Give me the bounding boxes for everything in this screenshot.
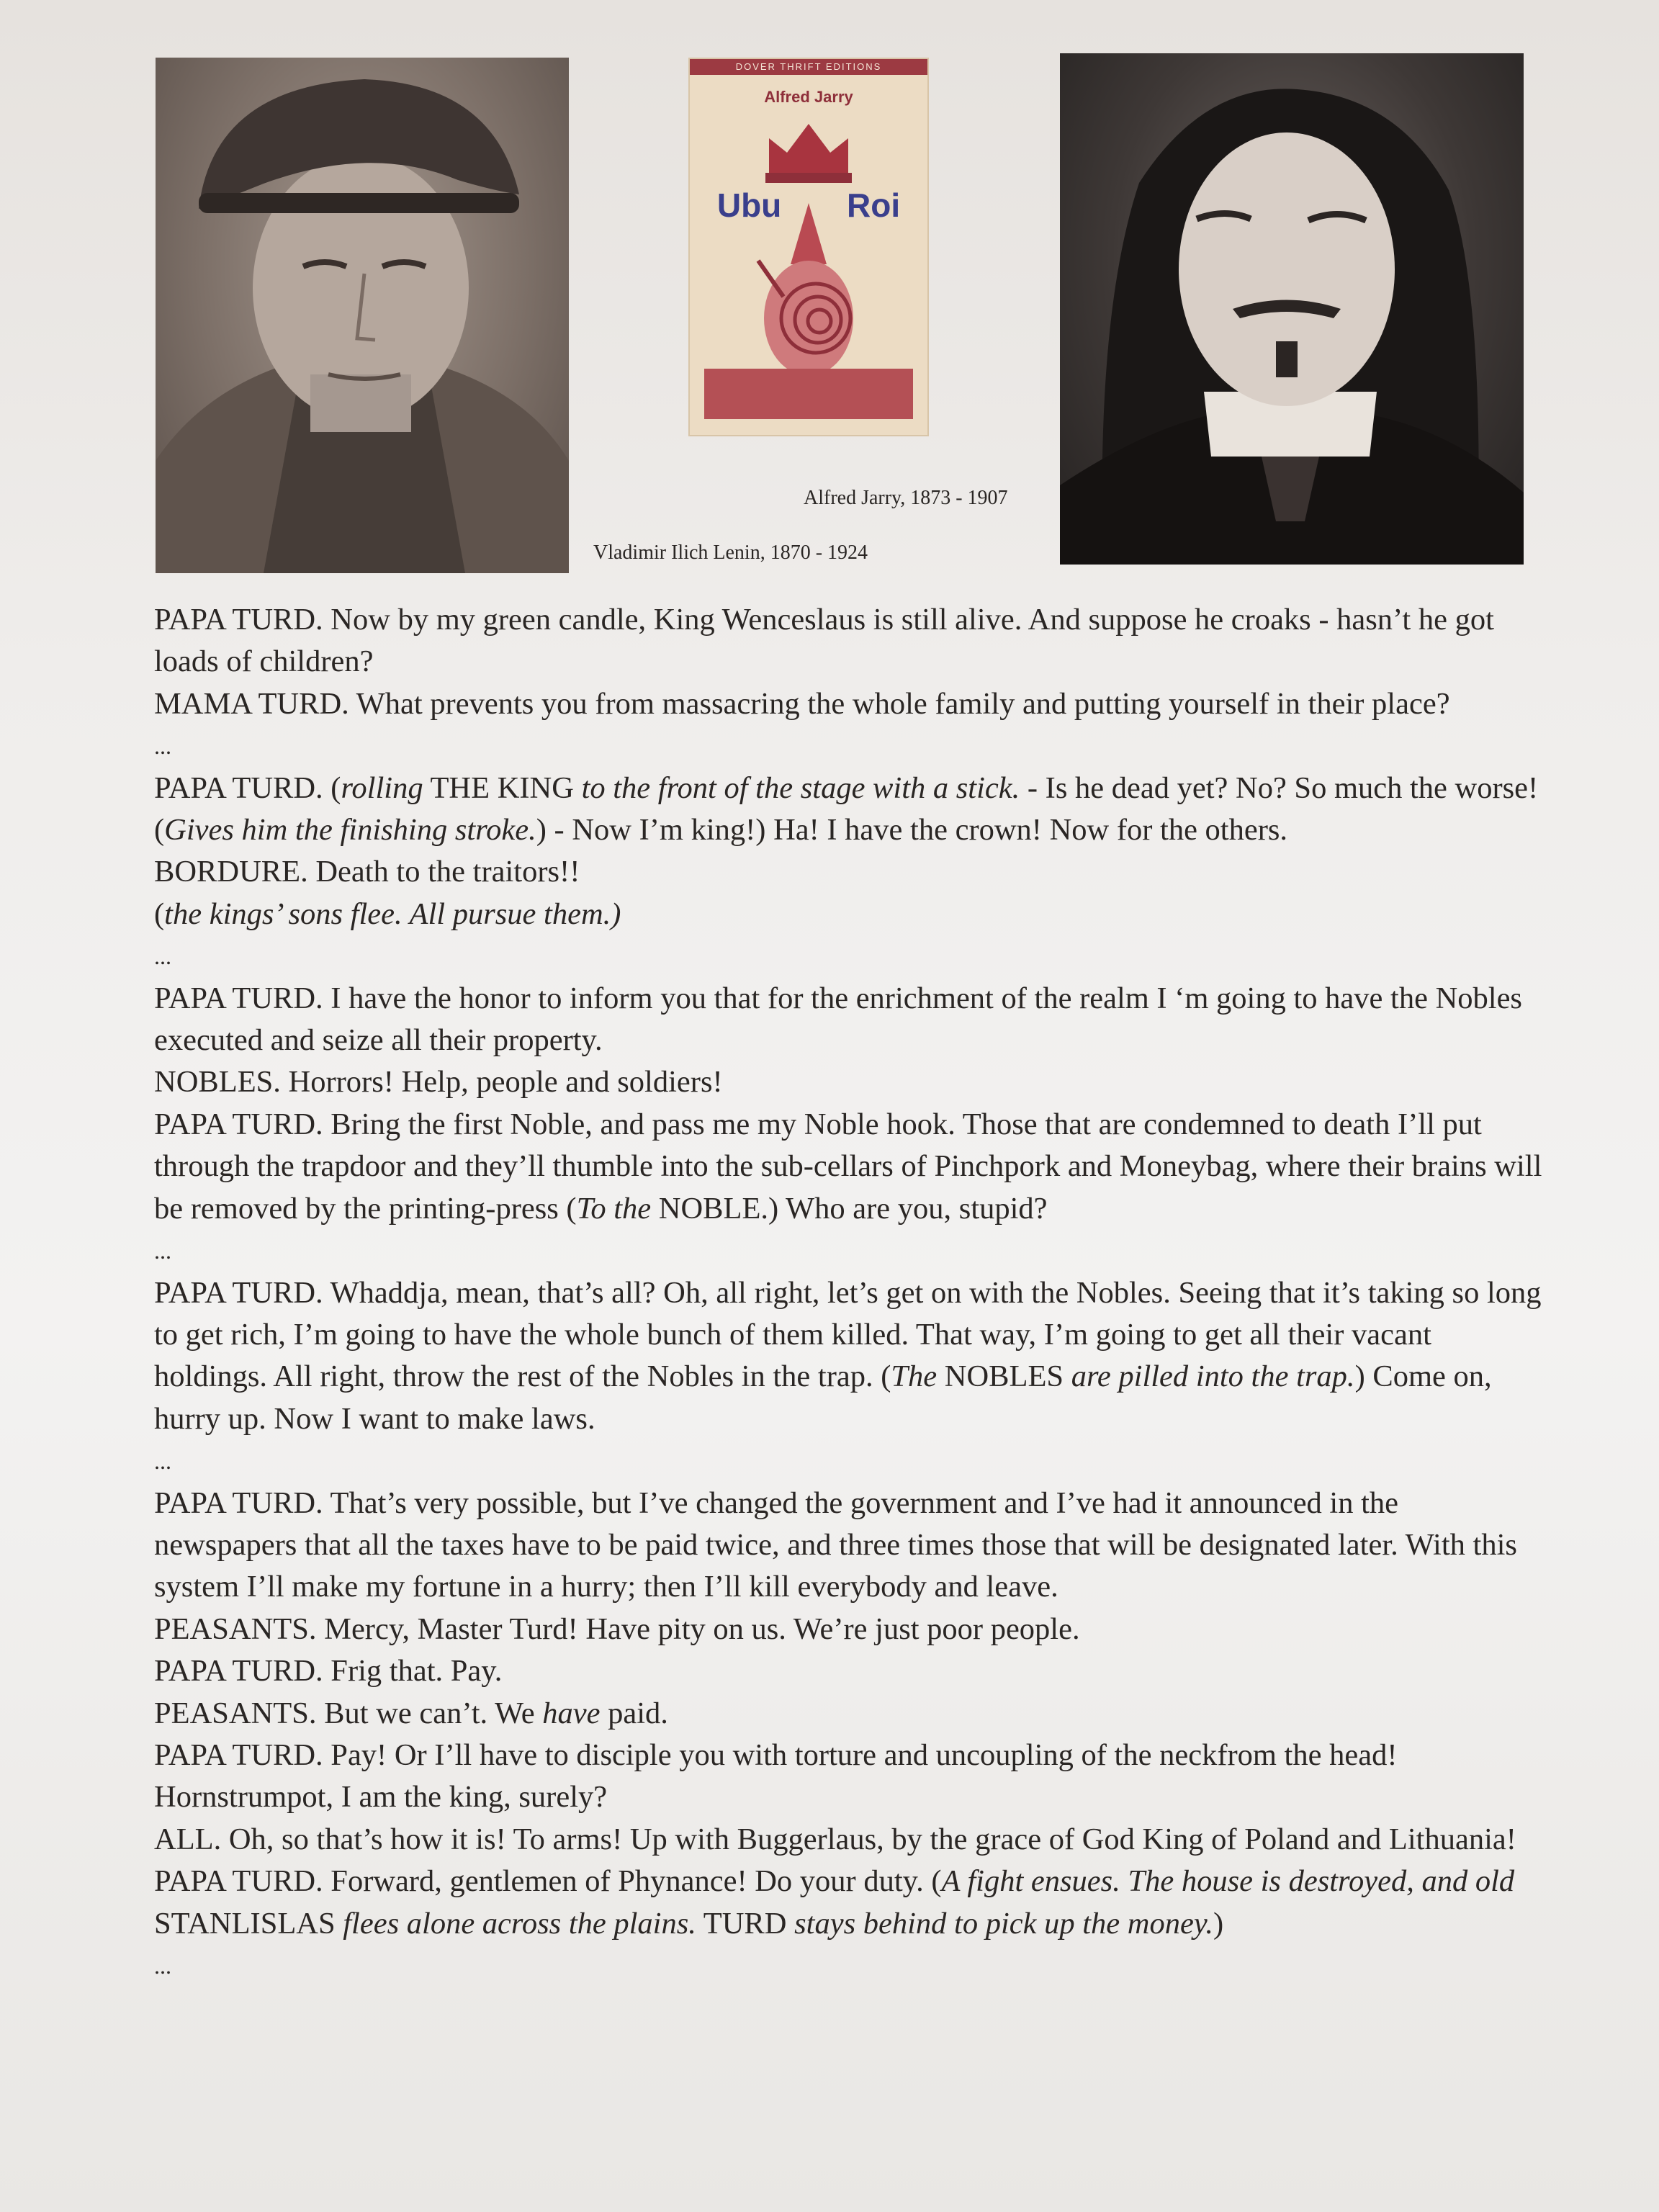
excerpt-line xyxy=(154,1735,1544,1819)
excerpt-ellipsis xyxy=(154,935,1544,977)
book-author: Alfred Jarry xyxy=(764,88,853,106)
excerpt-stage-direction: Gives him the finishing stroke. xyxy=(164,813,536,848)
excerpt-line xyxy=(154,1061,1544,1103)
excerpt-text: ) Come on, hurry up. Now I want to make laws. xyxy=(154,1359,1492,1436)
excerpt-text: paid. xyxy=(600,1696,668,1730)
excerpt-ellipsis xyxy=(154,725,1544,767)
excerpt-line xyxy=(154,1861,1544,1945)
lenin-photo xyxy=(156,58,569,573)
excerpt-text: PAPA TURD. Forward, gentlemen of Phynance! Do your duty. ( xyxy=(154,1864,942,1899)
excerpt-stage-direction: to the front of the stage with a stick. xyxy=(581,770,1020,805)
excerpt-text: ... xyxy=(154,1953,171,1979)
excerpt-text: ) xyxy=(1213,1906,1224,1941)
ubu-roi-book-cover xyxy=(690,59,927,435)
excerpt-line xyxy=(154,978,1544,1062)
excerpt-text: MAMA TURD. What prevents you from massacring the whole family and putting yourself in their place? xyxy=(154,686,1450,721)
excerpt-line xyxy=(154,1819,1544,1861)
jarry-caption: Alfred Jarry, 1873 - 1907 xyxy=(804,487,1008,509)
excerpt-stage-direction: rolling xyxy=(341,770,423,805)
excerpt-line xyxy=(154,1272,1544,1441)
excerpt-text: - Is he dead yet? No? So much the worse! ( xyxy=(154,770,1539,848)
excerpt-text: ( xyxy=(154,896,165,931)
excerpt-text: ALL. Oh, so that’s how it is! To arms! Up with Buggerlaus, by the grace of God King of Poland and Lithuania! xyxy=(154,1822,1516,1856)
excerpt-text: PAPA TURD. Now by my green candle, King Wenceslaus is still alive. And suppose he croaks - hasn’t he got loads of children? xyxy=(154,603,1494,679)
book-series-label: DOVER THRIFT EDITIONS xyxy=(690,59,927,75)
excerpt-stage-direction: A fight ensues. The house is destroyed, and old xyxy=(941,1864,1515,1899)
ubu-roi-excerpt xyxy=(154,599,1544,1987)
excerpt-stage-direction: have xyxy=(542,1696,601,1730)
excerpt-line xyxy=(154,1693,1544,1735)
excerpt-text: NOBLES xyxy=(937,1359,1071,1394)
excerpt-line xyxy=(154,768,1544,852)
excerpt-text: ... xyxy=(154,733,171,760)
excerpt-text: BORDURE. Death to the traitors!! xyxy=(154,855,580,889)
lenin-portrait-drawing xyxy=(156,58,569,573)
excerpt-text: NOBLE.) Who are you, stupid? xyxy=(651,1191,1048,1226)
excerpt-line xyxy=(154,599,1544,683)
excerpt-text: ... xyxy=(154,1448,171,1475)
excerpt-text: PAPA TURD. That’s very possible, but I’ve changed the government and I’ve had it announced in the newspapers that all the taxes have to be paid twice, and three times those that will be designated later. With this system I’ll make my fortune in a hurry; then I’ll kill everybody and leave. xyxy=(154,1485,1517,1604)
excerpt-stage-direction: The xyxy=(891,1359,938,1394)
jarry-portrait-drawing xyxy=(1060,53,1524,565)
book-title: Ubu Roi xyxy=(716,186,901,224)
excerpt-stage-direction: flees alone across the plains. xyxy=(343,1906,696,1941)
excerpt-stage-direction: To the xyxy=(576,1191,652,1226)
excerpt-text: PAPA TURD. ( xyxy=(154,770,341,805)
excerpt-text: PAPA TURD. Frig that. Pay. xyxy=(154,1654,503,1689)
excerpt-line xyxy=(154,683,1544,725)
excerpt-text: ) - Now I’m king!) Ha! I have the crown! Now for the others. xyxy=(536,813,1288,848)
lenin-caption: Vladimir Ilich Lenin, 1870 - 1924 xyxy=(593,541,868,564)
jarry-photo xyxy=(1060,53,1524,565)
excerpt-line xyxy=(154,1104,1544,1230)
excerpt-stage-direction: stays behind to pick up the money. xyxy=(794,1906,1213,1941)
excerpt-ellipsis xyxy=(154,1230,1544,1272)
excerpt-stage-direction: the kings’ sons flee. All pursue them.) xyxy=(164,896,621,931)
excerpt-text: PEASANTS. But we can’t. We xyxy=(154,1696,543,1730)
excerpt-text: PAPA TURD. Whaddja, mean, that’s all? Oh, all right, let’s get on with the Nobles. Seeing that it’s taking so long to get rich, I’m going to have the whole bunch of them killed. That way, I’m going to get all their vacant holdings. All right, throw the rest of the Nobles in the trap. ( xyxy=(154,1275,1542,1394)
excerpt-text: PAPA TURD. Bring the first Noble, and pass me my Noble hook. Those that are condemned to death I’ll put through the trapdoor and they’ll thumble into the sub-cellars of Pinchpork and Moneybag, where their brains will be removed by the printing-press ( xyxy=(154,1107,1542,1226)
ubu-crown-figure-illustration xyxy=(690,59,927,435)
excerpt-text: PAPA TURD. I have the honor to inform you that for the enrichment of the realm I ‘m going to have the Nobles executed and seize all their property. xyxy=(154,981,1522,1058)
excerpt-ellipsis xyxy=(154,1440,1544,1482)
excerpt-text: PEASANTS. Mercy, Master Turd! Have pity on us. We’re just poor people. xyxy=(154,1611,1080,1646)
excerpt-ellipsis xyxy=(154,1945,1544,1987)
excerpt-line xyxy=(154,851,1544,893)
excerpt-stage-direction: are pilled into the trap. xyxy=(1071,1359,1355,1394)
excerpt-text: PAPA TURD. Pay! Or I’ll have to disciple you with torture and uncoupling of the neckfrom the head! Hornstrumpot, I am the king, surely? xyxy=(154,1737,1398,1815)
excerpt-line xyxy=(154,1609,1544,1650)
excerpt-text: ... xyxy=(154,1238,171,1264)
excerpt-line xyxy=(154,894,1544,935)
excerpt-line xyxy=(154,1483,1544,1609)
excerpt-text: TURD xyxy=(696,1906,795,1941)
excerpt-text: THE KING xyxy=(423,770,582,805)
excerpt-text: STANLISLAS xyxy=(154,1906,343,1941)
excerpt-text: ... xyxy=(154,943,171,970)
excerpt-text: NOBLES. Horrors! Help, people and soldiers! xyxy=(154,1065,723,1100)
excerpt-line xyxy=(154,1650,1544,1692)
